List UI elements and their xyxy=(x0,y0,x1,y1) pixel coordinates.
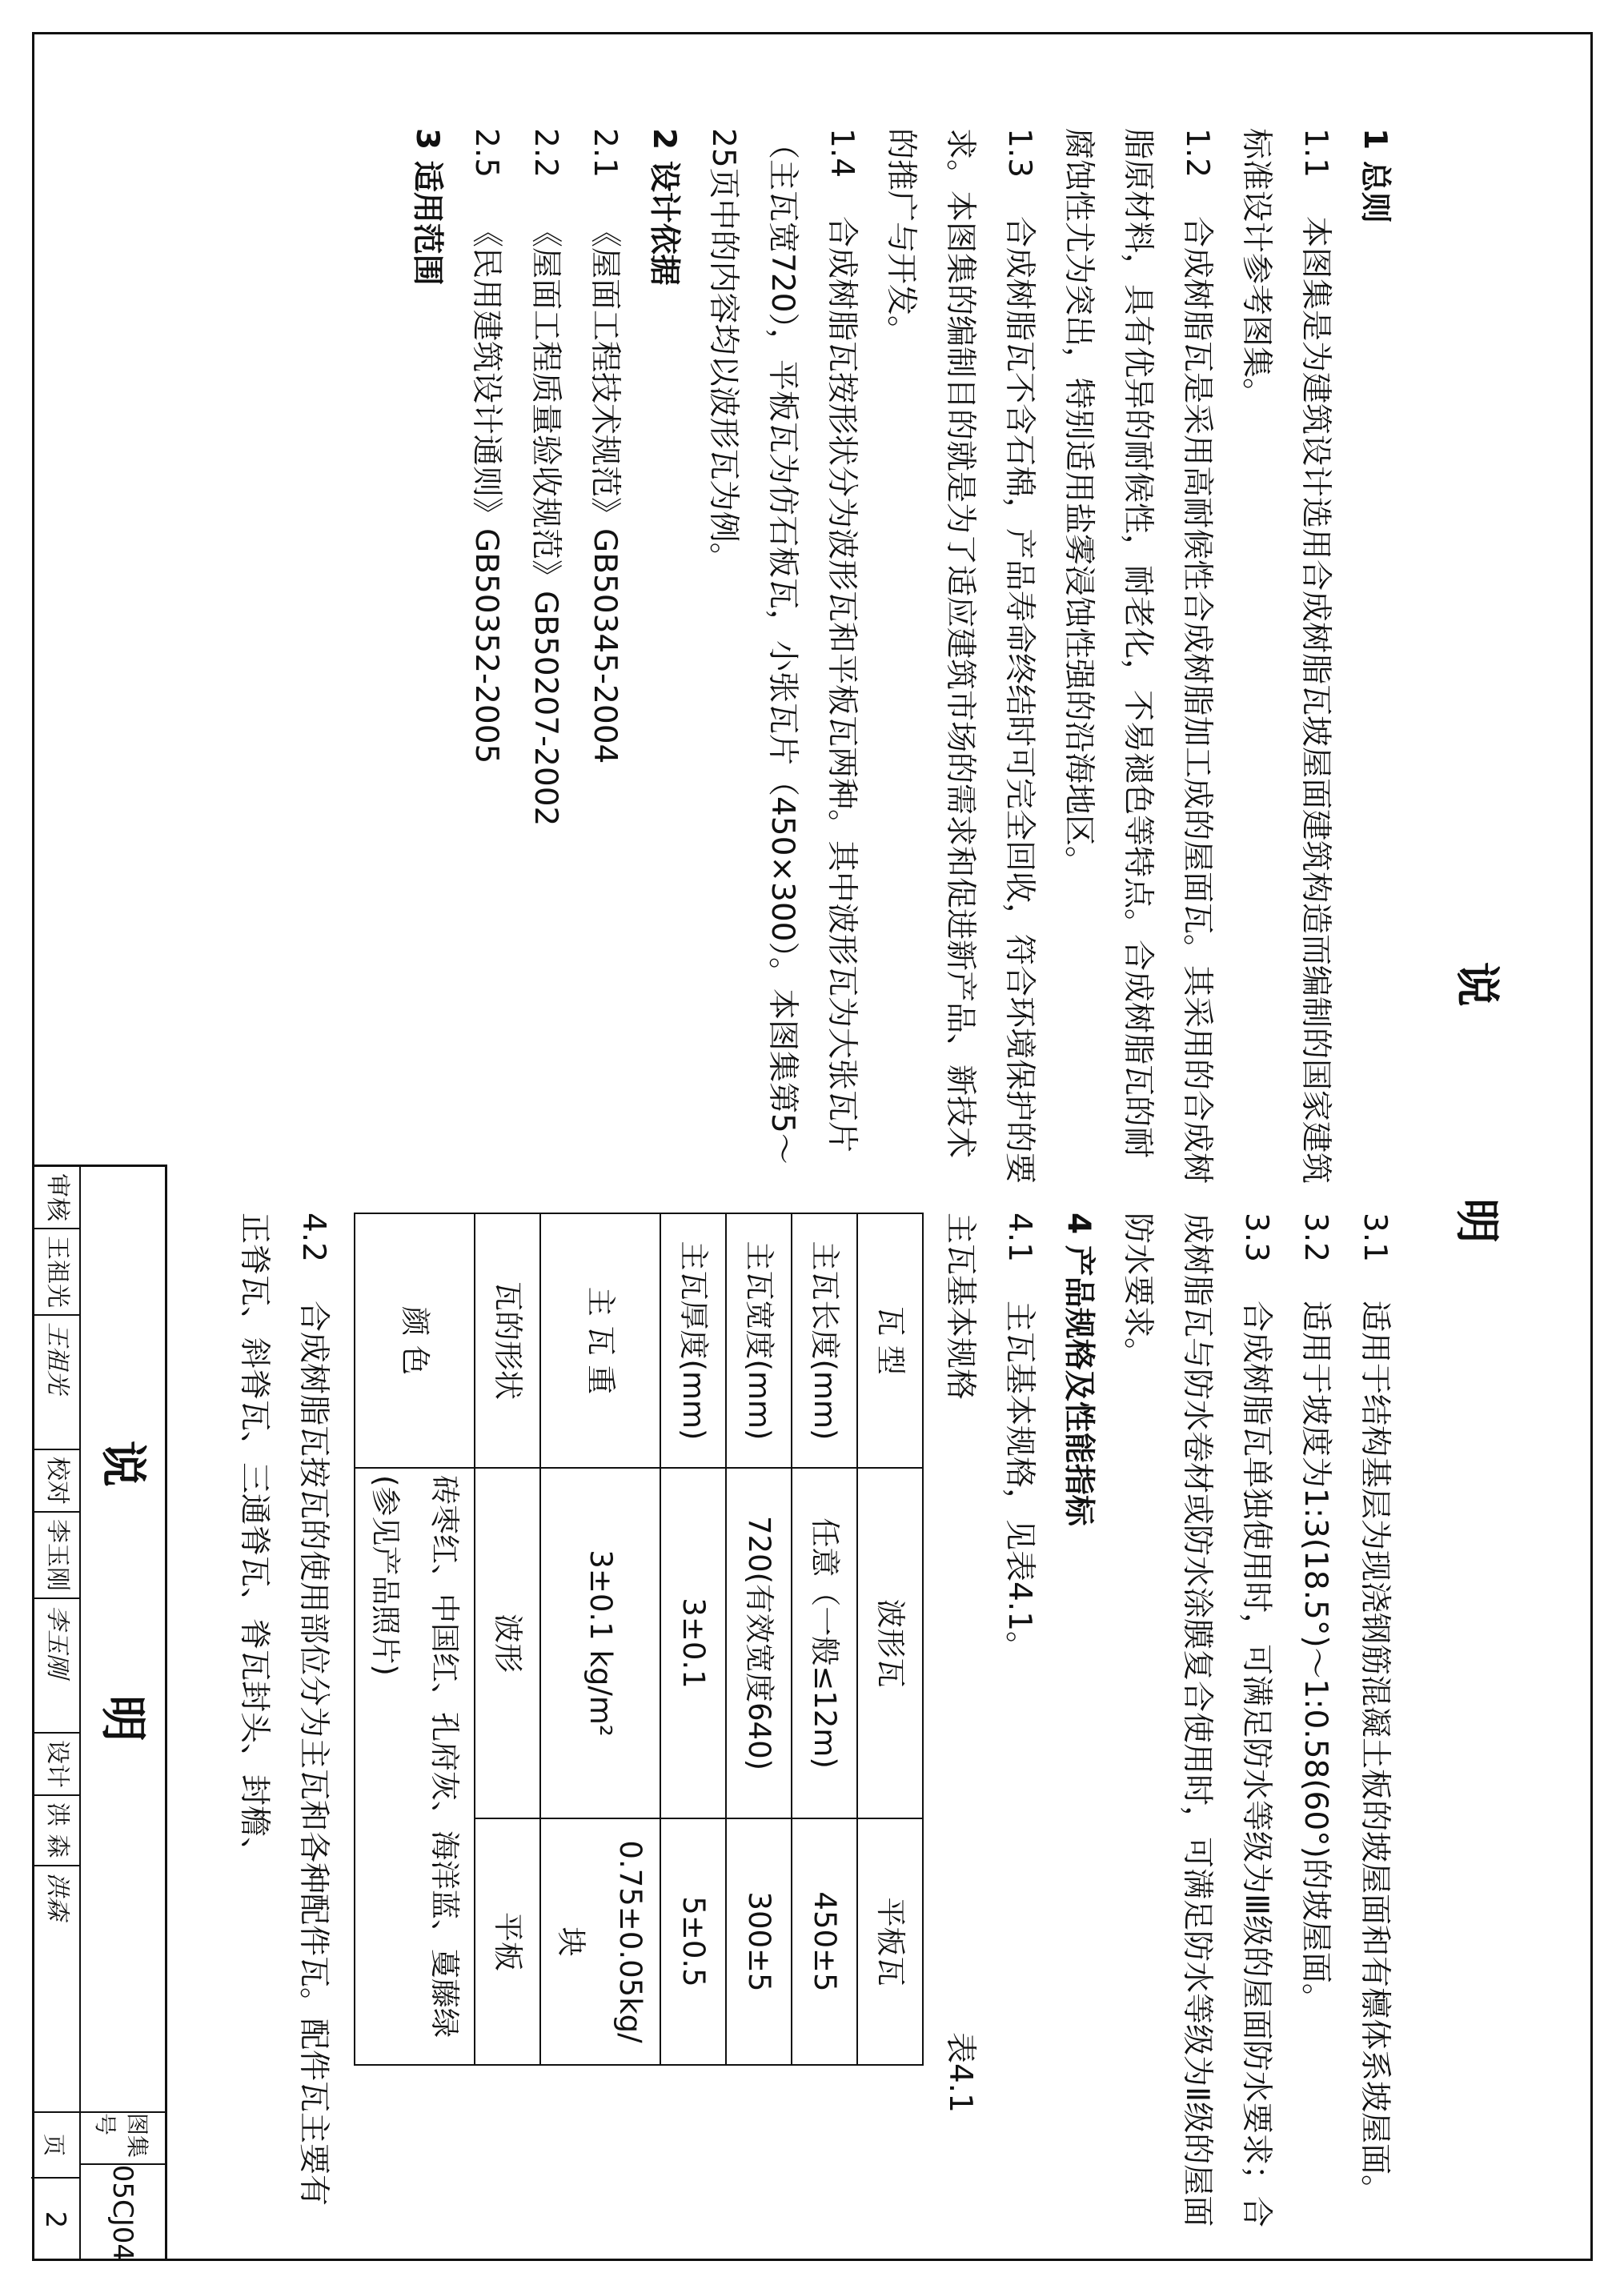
page-row xyxy=(31,2113,79,2261)
para-2-1: 2.1《屋面工程技术规范》GB50345-2004 xyxy=(587,128,623,764)
page-title: 说 明 xyxy=(1450,961,1502,1332)
title-block-name: 说 明 xyxy=(79,1167,165,2111)
table-row xyxy=(475,1213,540,2065)
table-row xyxy=(726,1213,792,2065)
table-row-header: 主瓦长度(mm) xyxy=(792,1213,857,1468)
table-row-header: 瓦的形状 xyxy=(475,1213,540,1468)
design-signature: 洪森 xyxy=(43,1872,71,1921)
section-heading-3: 3 适用范围 xyxy=(409,128,445,286)
table-row xyxy=(857,1213,923,2065)
table-cell: 3±0.1 xyxy=(660,1468,726,1818)
table-row xyxy=(792,1213,857,2065)
table-number: 表4.1 xyxy=(942,2031,978,2113)
check-label: 校对 xyxy=(33,1450,81,1513)
title-block-meta xyxy=(33,2111,165,2261)
check-name: 李玉刚 xyxy=(33,1513,81,1599)
table-cell: 任意（一般≤12m) xyxy=(792,1468,857,1818)
table-row-header: 瓦 型 xyxy=(857,1213,923,1468)
para-3-3: 3.3合成树脂瓦单独使用时，可满足防水等级为Ⅲ级的屋面防水要求；合成树脂瓦与防水卷材或防水涂膜复合使用时，可满足防水等级为Ⅱ级的屋面防水要求。 xyxy=(1120,1213,1274,2227)
atlas-label: 图集号 xyxy=(81,2113,165,2165)
table-cell: 0.75±0.05kg/块 xyxy=(540,1818,660,2065)
table-cell: 720(有效宽度640) xyxy=(726,1468,792,1818)
table-caption: 主瓦基本规格 xyxy=(942,1213,978,1401)
left-column xyxy=(397,128,1404,1185)
title-block xyxy=(33,1165,167,2259)
atlas-number: 05CJ04 xyxy=(106,2164,139,2261)
table-cell: 平板瓦 xyxy=(857,1818,923,2065)
page-label: 页 xyxy=(31,2113,79,2179)
table-row-header: 主瓦厚度(mm) xyxy=(660,1213,726,1468)
para-2-2: 2.2《屋面工程质量验收规范》GB50207-2002 xyxy=(527,128,563,827)
check-signature: 李玉刚 xyxy=(33,1599,81,1734)
atlas-row xyxy=(79,2113,165,2261)
table-row xyxy=(540,1213,660,2065)
table-cell: 平板 xyxy=(475,1818,540,2065)
table-row xyxy=(660,1213,726,2065)
para-3-2: 3.2适用于坡度为1:3(18.5°)～1:0.58(60°)的坡屋面。 xyxy=(1297,1213,1333,2014)
para-3-1: 3.1适用于结构基层为现浇钢筋混凝土板的坡屋面和有檩体系坡屋面。 xyxy=(1357,1213,1393,2207)
spec-table xyxy=(354,1213,924,2066)
section-heading-1: 1 总则 xyxy=(1357,128,1393,223)
table-cell: 450±5 xyxy=(792,1818,857,2065)
para-1-2: 1.2合成树脂瓦是采用高耐候性合成树脂加工成的屋面瓦。其采用的合成树脂原材料，具有优异的耐候性，耐老化，不易褪色等特点。合成树脂瓦的耐腐蚀性尤为突出，特别适用盐雾浸蚀性强的沿海地区。 xyxy=(1061,128,1215,1185)
para-1-3: 1.3合成树脂瓦不含石棉，产品寿命终结时可完全回收，符合环境保护的要求。本图集的编制目的就是为了适应建筑市场的需求和促进新产品、新技术的推广与开发。 xyxy=(883,128,1037,1185)
review-signature: 王祖光 xyxy=(33,1316,81,1450)
section-heading-4: 4 产品规格及性能指标 xyxy=(1061,1213,1097,1526)
page-number: 2 xyxy=(39,2211,71,2229)
table-cell-color: 砖枣红、中国红、孔府灰、海洋蓝、蔓藤绿(参见产品照片) xyxy=(355,1468,475,2065)
table-cell: 300±5 xyxy=(726,1818,792,2065)
table-row-header: 主 瓦 重 xyxy=(540,1213,660,1468)
para-1-4: 1.4合成树脂瓦按形状分为波形瓦和平板瓦两种。其中波形瓦为大张瓦片（主瓦宽720），平板瓦为仿石板瓦，小张瓦片（450×300）。本图集第5～25页中的内容均以波形瓦为例。 xyxy=(705,128,860,1165)
table-row-header: 主瓦宽度(mm) xyxy=(726,1213,792,1468)
table-cell: 5±0.5 xyxy=(660,1818,726,2065)
table-caption-row xyxy=(930,1213,989,2113)
title-block-signatures xyxy=(33,1167,81,2111)
design-name: 洪 森 xyxy=(33,1796,81,1866)
para-4-2: 4.2合成树脂瓦按瓦的使用部位分为主瓦和各种配件瓦。配件瓦主要有正脊瓦、斜脊瓦、三通脊瓦、脊瓦封头、封檐、 xyxy=(236,1213,331,2207)
para-2-5: 2.5《民用建筑设计通则》GB50352-2005 xyxy=(468,128,504,764)
table-cell: 3±0.1 kg/m² xyxy=(540,1468,660,1818)
design-label: 设计 xyxy=(33,1734,81,1796)
para-1-1: 1.1本图集是为建筑设计选用合成树脂瓦坡屋面建筑构造而编制的国家建筑标准设计参考图集。 xyxy=(1238,128,1333,1185)
right-column xyxy=(224,1213,1404,2229)
table-row-header: 颜 色 xyxy=(355,1213,475,1468)
review-label: 审核 xyxy=(33,1167,81,1229)
section-heading-2: 2 设计依据 xyxy=(646,128,682,286)
para-4-1: 4.1主瓦基本规格，见表4.1。 xyxy=(1001,1213,1037,1663)
review-name: 王祖光 xyxy=(33,1229,81,1316)
table-cell: 波形 xyxy=(475,1468,540,1818)
table-row-color xyxy=(355,1213,475,2065)
table-cell: 波形瓦 xyxy=(857,1468,923,1818)
